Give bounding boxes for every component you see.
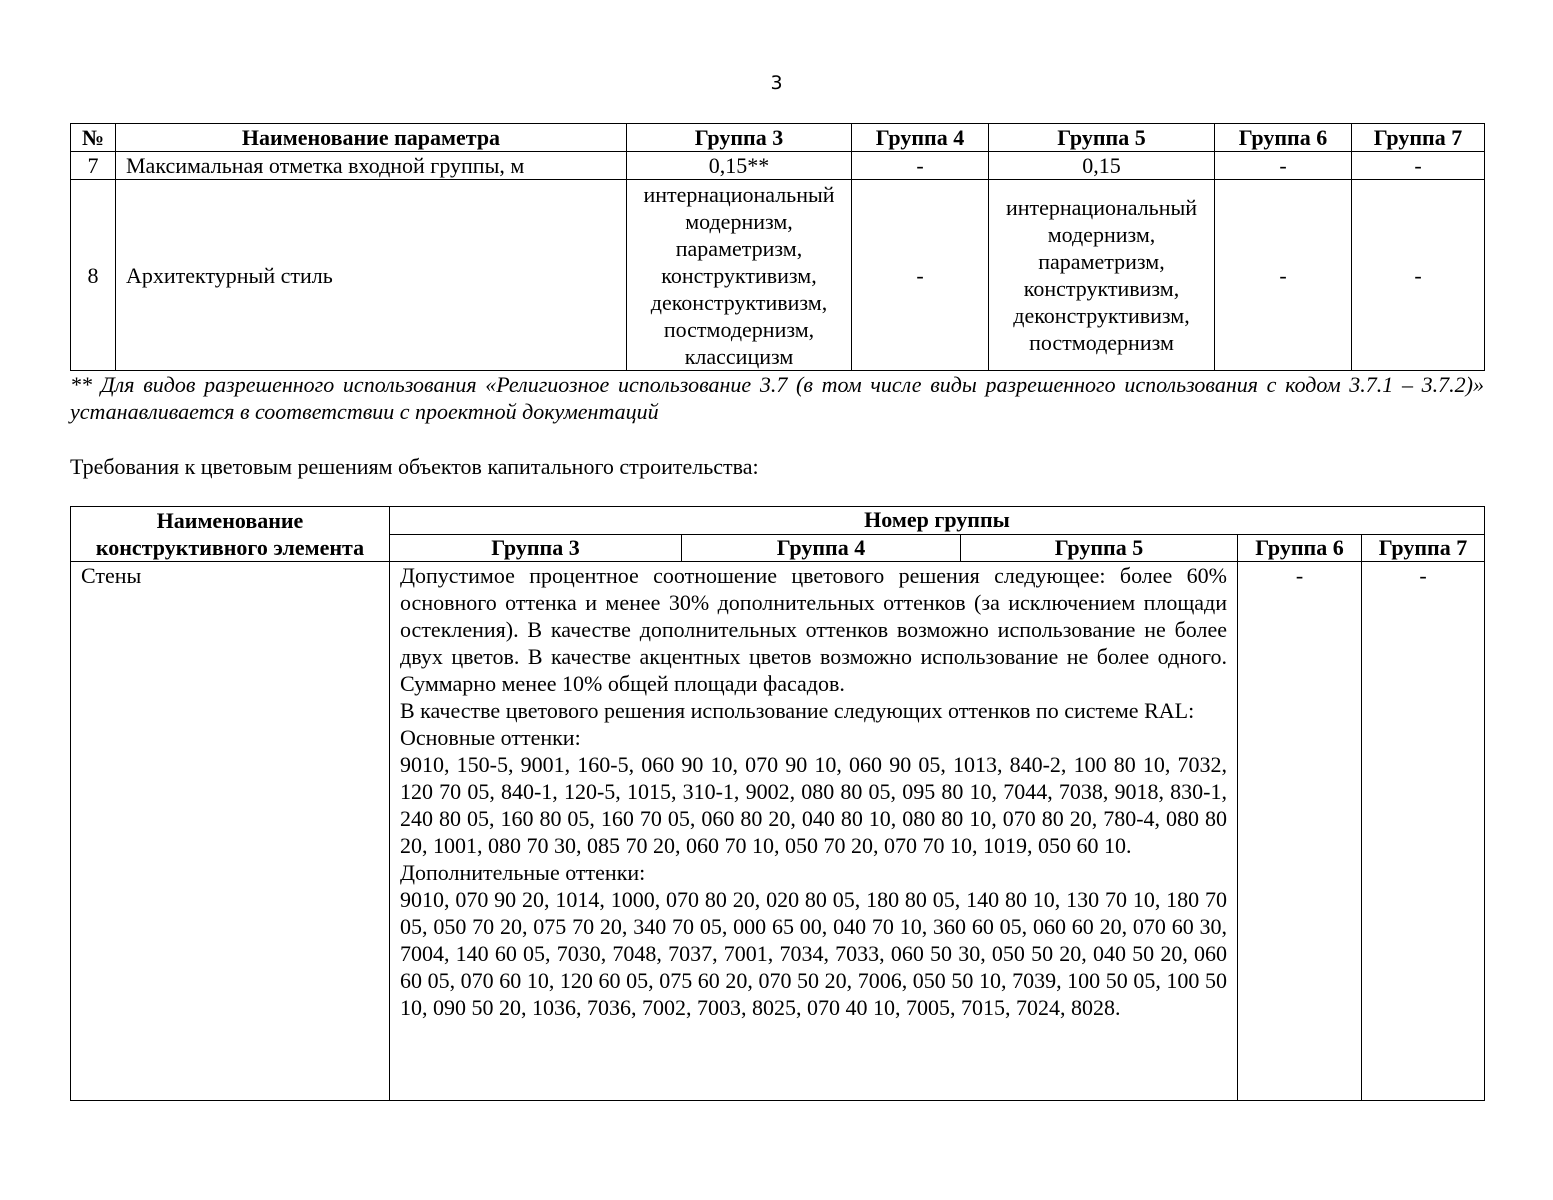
header-group-7: Группа 7 bbox=[1362, 534, 1485, 562]
table-row bbox=[71, 152, 1485, 180]
header-group-6: Группа 6 bbox=[1238, 534, 1362, 562]
row-group-6: - bbox=[1215, 152, 1352, 180]
extra-shades-label: Дополнительные оттенки: bbox=[400, 860, 646, 885]
row-group-3: интернациональный модернизм, параметризм, конструктивизм, деконструктивизм, постмодернизм, классицизм bbox=[627, 180, 852, 371]
header-element-name: Наименование конструктивного элемента bbox=[71, 507, 390, 562]
table-row bbox=[71, 180, 1485, 371]
color-ratio-text: Допустимое процентное соотношение цветового решения следующее: более 60% основного оттенка и менее 30% дополнительных оттенков (за исключением площади остекления). В качестве дополнительных оттенков возможно использование не более двух цветов. В качестве акцентных цветов возможно использование не более одного. Суммарно менее 10% общей площади фасадов. bbox=[400, 563, 1227, 696]
header-num: № bbox=[71, 124, 116, 152]
row-parameter-name: Максимальная отметка входной группы, м bbox=[116, 152, 627, 180]
row-group-4: - bbox=[852, 152, 989, 180]
row-num: 7 bbox=[71, 152, 116, 180]
main-shades-label: Основные оттенки: bbox=[400, 725, 581, 750]
row-group-5: 0,15 bbox=[989, 152, 1215, 180]
header-group-4: Группа 4 bbox=[682, 534, 961, 562]
row-group-4: - bbox=[852, 180, 989, 371]
table-row bbox=[71, 562, 1485, 1101]
header-group-5: Группа 5 bbox=[961, 534, 1238, 562]
row-groups-3-5-description bbox=[390, 562, 1238, 1101]
row-group-6: - bbox=[1215, 180, 1352, 371]
header-group-number: Номер группы bbox=[390, 507, 1485, 535]
footnote: ** Для видов разрешенного использования «Религиозное использование 3.7 (в том числе виды разрешенного использования с кодом 3.7.1 – 3.7.2)» устанавливается в соответствии с проектной документаций bbox=[70, 372, 1484, 424]
parameters-table bbox=[70, 123, 1485, 371]
header-group-6: Группа 6 bbox=[1215, 124, 1352, 152]
row-element-name: Стены bbox=[71, 562, 390, 1101]
row-group-7: - bbox=[1362, 562, 1485, 1101]
ral-intro-text: В качестве цветового решения использование следующих оттенков по системе RAL: bbox=[400, 698, 1195, 723]
header-group-3: Группа 3 bbox=[627, 124, 852, 152]
row-group-7: - bbox=[1352, 152, 1485, 180]
header-parameter-name: Наименование параметра bbox=[116, 124, 627, 152]
main-shades-list: 9010, 150-5, 9001, 160-5, 060 90 10, 070 90 10, 060 90 05, 1013, 840-2, 100 80 10, 7032, 120 70 05, 840-1, 120-5, 1015, 310-1, 9002, 080 80 05, 095 80 10, 7044, 7038, 9018, 830-1, 240 80 05, 160 80 05, 160 70 05, 060 80 20, 040 80 10, 080 80 10, 070 80 20, 780-4, 080 80 20, 1001, 080 70 30, 085 70 20, 060 70 10, 050 70 20, 070 70 10, 1019, 050 60 10. bbox=[400, 752, 1227, 858]
row-group-7: - bbox=[1352, 180, 1485, 371]
table-header-row bbox=[71, 124, 1485, 152]
extra-shades-list: 9010, 070 90 20, 1014, 1000, 070 80 20, 020 80 05, 180 80 05, 140 80 10, 130 70 10, 180 70 05, 050 70 20, 075 70 20, 340 70 05, 000 65 00, 040 70 10, 360 60 05, 060 60 20, 070 60 30, 7004, 140 60 05, 7030, 7048, 7037, 7001, 7034, 7033, 060 50 30, 050 50 20, 040 50 20, 060 60 05, 070 60 10, 120 60 05, 075 60 20, 070 50 20, 7006, 050 50 10, 7039, 100 50 05, 100 50 10, 090 50 20, 1036, 7036, 7002, 7003, 8025, 070 40 10, 7005, 7015, 7024, 8028. bbox=[400, 887, 1227, 1020]
row-num: 8 bbox=[71, 180, 116, 371]
table-header-row bbox=[71, 507, 1485, 535]
header-group-5: Группа 5 bbox=[989, 124, 1215, 152]
page-number: 3 bbox=[770, 72, 783, 94]
row-group-3: 0,15** bbox=[627, 152, 852, 180]
header-group-7: Группа 7 bbox=[1352, 124, 1485, 152]
header-group-3: Группа 3 bbox=[390, 534, 682, 562]
row-group-6: - bbox=[1238, 562, 1362, 1101]
header-group-4: Группа 4 bbox=[852, 124, 989, 152]
color-requirements-table bbox=[70, 506, 1485, 1101]
row-group-5: интернациональный модернизм, параметризм, конструктивизм, деконструктивизм, постмодернизм bbox=[989, 180, 1215, 371]
row-parameter-name: Архитектурный стиль bbox=[116, 180, 627, 371]
section-subtitle: Требования к цветовым решениям объектов капитального строительства: bbox=[70, 454, 759, 479]
